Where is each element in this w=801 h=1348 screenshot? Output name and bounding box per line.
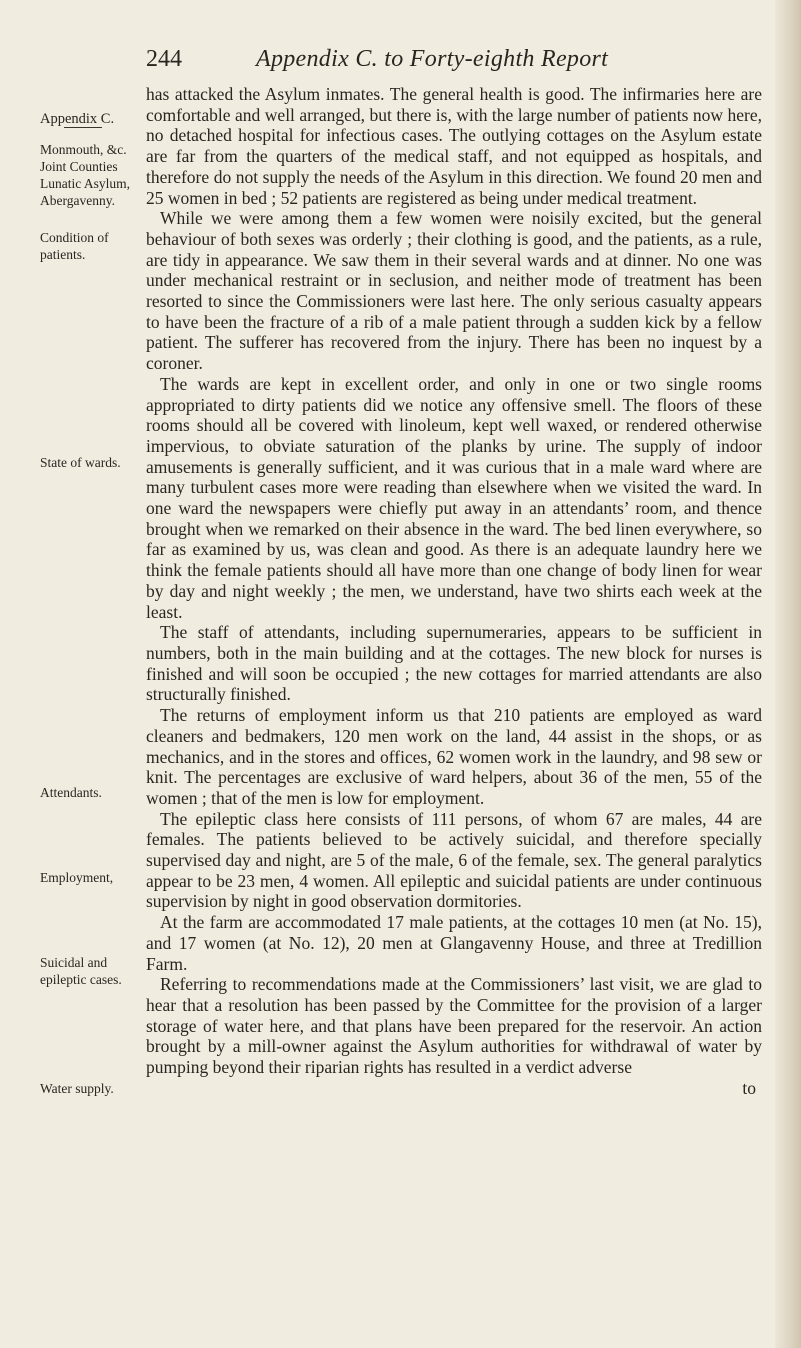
margin-note-institution: Monmouth, &c. Joint Counties Lunatic Asylum, Abergavenny. [40, 142, 130, 208]
margin-note-suicidal: Suicidal and epileptic cases. [40, 955, 122, 987]
margin-divider [64, 127, 102, 128]
paragraph-epileptic: The epileptic class here consists of 111 persons, of whom 67 are males, 44 are females. The patients believed to be actively suicidal, and therefore specially supervised day and night, are 5 of the male, 6 of the female, sex. The general paralytics appear to be 23 men, 4 women. All epileptic and suicidal patients are under continuous supervision by night in good observation dormitories. [146, 808, 762, 912]
page-edge-shadow [775, 0, 801, 1348]
margin-note-water: Water supply. [40, 1081, 114, 1096]
paragraph-employment: The returns of employment inform us that 210 patients are employed as ward cleaners and bedmakers, 120 men work on the land, 44 assist in the shops, or as mechanics, and in the stores and offices, 62 women work in the laundry, and 98 sew or knit. The percentages are exclusive of ward helpers, about 36 of the men, 55 of the women ; that of the men is low for employment. [146, 705, 762, 808]
paragraph-farm: At the farm are accommodated 17 male patients, at the cottages 10 men (at No. 15), and 17 women (at No. 12), 20 men at Glangavenny House, and three at Tredillion Farm. [146, 912, 762, 974]
catchword: to [742, 1077, 756, 1098]
paragraph-wards: The wards are kept in excellent order, and only in one or two single rooms appropriated to dirty patients did we notice any offensive smell. The floors of these rooms should all be covered with linoleum, kept well waxed, or rendered otherwise impervious, to obviate saturation of the planks by urine. The supply of indoor amusements is generally sufficient, and it was curious that in a male ward where are many turbulent cases more were reading than elsewhere when we visited the ward. In one ward the newspapers were chiefly put away in an attendants’ room, and thence brought when we remarked on their absence in the ward. The bed linen everywhere, so far as examined by us, was clean and good. As there is an adequate laundry here we think the female patients should all have more than one change of body linen for wear by day and night weekly ; the men, we understand, have two shirts each week at the least. [146, 373, 762, 622]
body-text [146, 84, 762, 1098]
paragraph-attendants: The staff of attendants, including supernumeraries, appears to be sufficient in numbers, both in the main building and at the cottages. The new block for nurses is finished and will soon be occupied ; the new cottages for married attendants are also structurally finished. [146, 622, 762, 705]
page-number: 244 [146, 46, 182, 72]
running-title: Appendix C. to Forty-eighth Report [256, 46, 609, 72]
margin-note-employment: Employment, [40, 870, 114, 885]
page-header [146, 46, 646, 80]
margin-note-appendix: Appendix C. [40, 111, 115, 127]
paragraph-health: has attacked the Asylum inmates. The general health is good. The infirmaries here are comfortable and well arranged, but there is, with the large number of patients now here, no detached hospital for infectious cases. The outlying cottages on the Asylum estate are far from the quarters of the medical staff, and not equipped as hospitals, and therefore do not supply the needs of the Asylum in this direction. We found 20 men and 25 women in bed ; 52 patients are registered as being under medical treatment. [146, 84, 762, 208]
margin-note-attendants: Attendants. [40, 785, 102, 800]
paragraph-condition: While we were among them a few women were noisily excited, but the general behaviour of both sexes was orderly ; their clothing is good, and the patients, as a rule, are tidy in appearance. We saw them in their several wards and at dinner. No one was under mechanical restraint or in seclusion, and neither mode of treatment has been resorted to since the Commissioners were last here. The only serious casualty appears to have been the fracture of a rib of a male patient through a sudden kick by a fellow patient. The sufferer has recovered from the injury. There has been no inquest by a coroner. [146, 208, 762, 374]
margin-note-wards: State of wards. [40, 455, 121, 470]
margin-note-condition: Condition of patients. [40, 230, 109, 262]
paragraph-water: Referring to recommendations made at the Commissioners’ last visit, we are glad to hear that a resolution has been passed by the Committee for the provision of a larger storage of water here, and that plans have been prepared for the reservoir. An action brought by a mill-owner against the Asylum authorities for withdrawal of water by pumping beyond their riparian rights has resulted in a verdict adverse [146, 974, 762, 1078]
